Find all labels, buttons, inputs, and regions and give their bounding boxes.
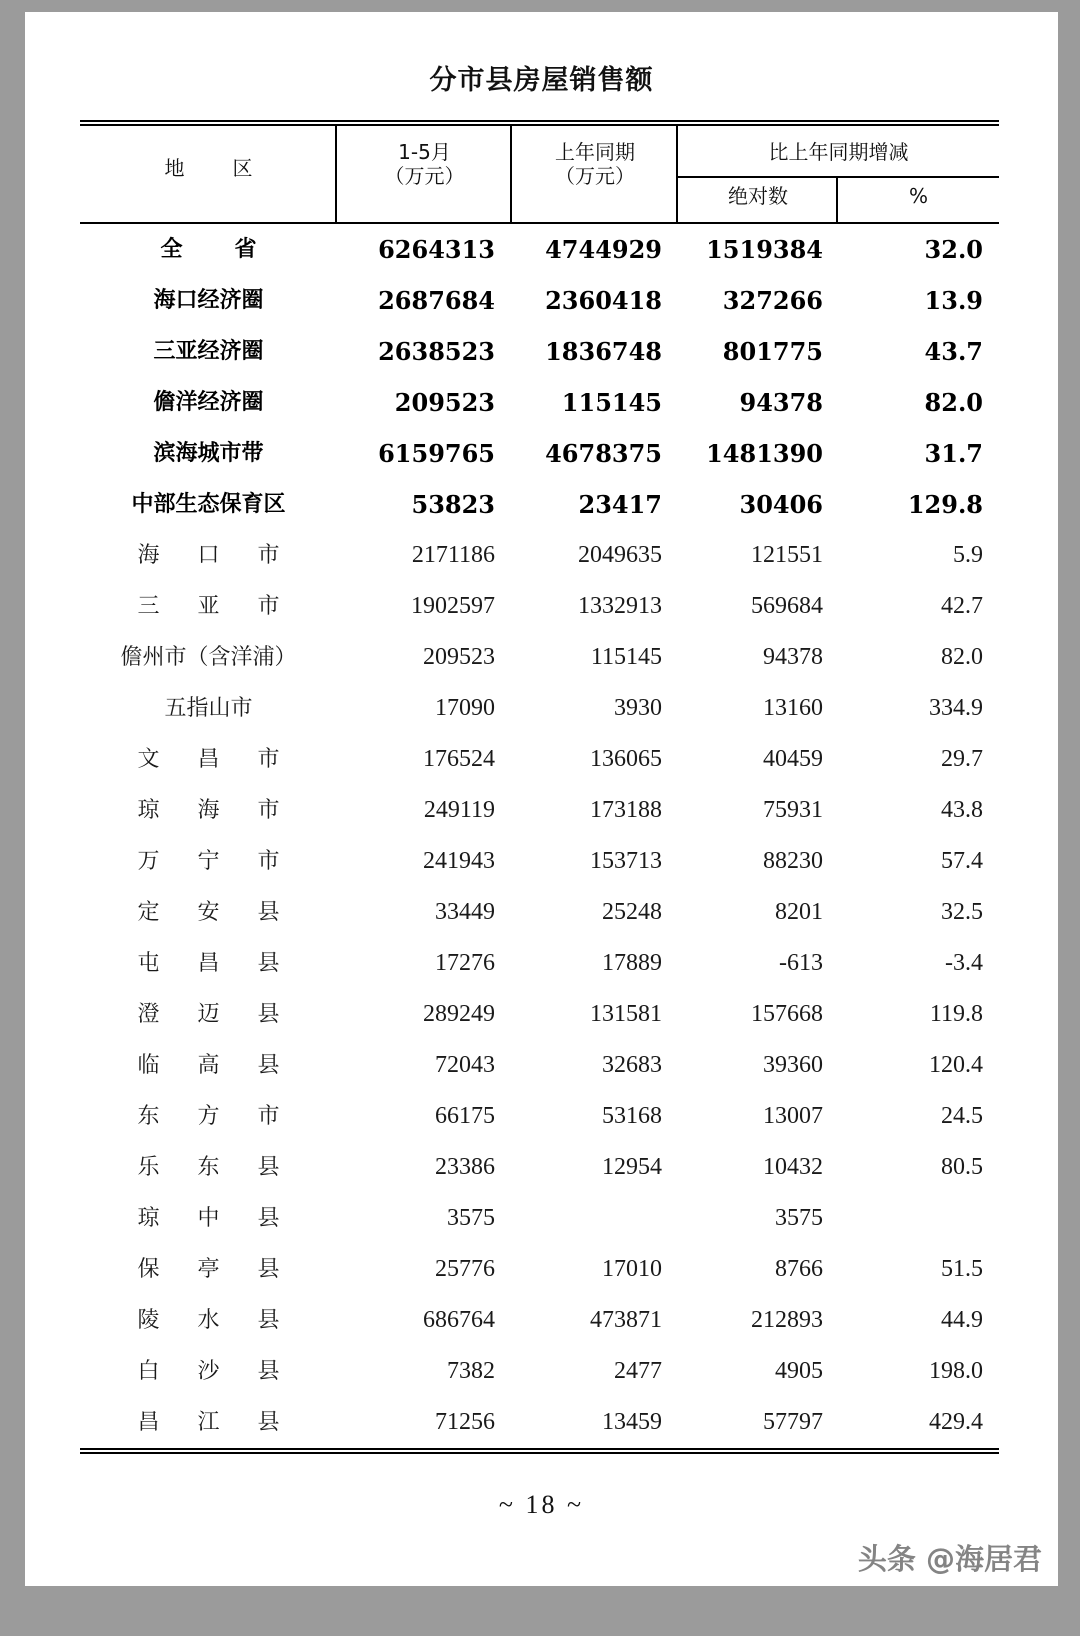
cell-current-period: 3575 <box>447 1205 495 1231</box>
cell-previous-period: 115145 <box>561 388 662 417</box>
watermark: 头条 @海居君 <box>857 1542 1042 1576</box>
cell-previous-period: 12954 <box>602 1154 662 1180</box>
cell-change-absolute: 13160 <box>763 695 823 721</box>
cell-current-period: 176524 <box>423 746 495 772</box>
cell-previous-period: 23417 <box>578 490 662 519</box>
cell-region: 陵 水 县 <box>137 1308 288 1333</box>
cell-change-absolute: 8201 <box>775 899 823 925</box>
cell-previous-period: 131581 <box>590 1001 662 1027</box>
table-row <box>80 224 999 275</box>
cell-change-percent: 57.4 <box>941 848 983 874</box>
cell-current-period: 6159765 <box>378 439 495 468</box>
cell-current-period: 33449 <box>435 899 495 925</box>
table-row <box>80 632 999 683</box>
column-header-change-group: 比上年同期增减 <box>768 140 909 164</box>
cell-change-percent: 24.5 <box>941 1103 983 1129</box>
cell-change-percent: -3.4 <box>945 950 983 976</box>
column-header-current-period-label: 1-5月 <box>398 140 451 164</box>
cell-current-period: 17090 <box>435 695 495 721</box>
table-row <box>80 326 999 377</box>
cell-previous-period: 136065 <box>590 746 662 772</box>
table-row <box>80 1040 999 1091</box>
header-subrule <box>676 176 999 178</box>
table-row <box>80 479 999 530</box>
cell-current-period: 209523 <box>423 644 495 670</box>
cell-previous-period: 153713 <box>590 848 662 874</box>
cell-current-period: 1902597 <box>411 593 495 619</box>
statistics-table <box>80 120 999 1454</box>
cell-change-percent: 120.4 <box>929 1052 983 1078</box>
document-page <box>25 12 1058 1586</box>
cell-change-absolute: 1481390 <box>706 439 823 468</box>
cell-change-absolute: 13007 <box>763 1103 823 1129</box>
cell-region: 定 安 县 <box>137 900 288 925</box>
cell-change-percent: 43.7 <box>924 337 983 366</box>
cell-change-absolute: 801775 <box>722 337 823 366</box>
cell-change-absolute: 40459 <box>763 746 823 772</box>
cell-region: 五指山市 <box>164 696 253 721</box>
cell-change-percent: 42.7 <box>941 593 983 619</box>
cell-previous-period: 2477 <box>614 1358 662 1384</box>
cell-current-period: 249119 <box>423 797 495 823</box>
cell-previous-period: 1332913 <box>578 593 662 619</box>
cell-current-period: 72043 <box>435 1052 495 1078</box>
cell-change-absolute: 157668 <box>751 1001 823 1027</box>
table-bottom-border <box>80 1448 999 1454</box>
table-row <box>80 887 999 938</box>
cell-change-percent: 32.5 <box>941 899 983 925</box>
cell-change-absolute: 3575 <box>775 1205 823 1231</box>
table-row <box>80 1193 999 1244</box>
cell-region: 琼 中 县 <box>137 1206 288 1231</box>
table-row <box>80 989 999 1040</box>
cell-current-period: 25776 <box>435 1256 495 1282</box>
cell-region: 临 高 县 <box>137 1053 288 1078</box>
cell-change-absolute: 8766 <box>775 1256 823 1282</box>
cell-region: 海口经济圈 <box>153 288 264 313</box>
table-row <box>80 275 999 326</box>
table-row <box>80 428 999 479</box>
cell-current-period: 2171186 <box>411 542 495 568</box>
cell-previous-period: 17889 <box>602 950 662 976</box>
cell-region: 滨海城市带 <box>153 441 264 466</box>
cell-change-percent: 198.0 <box>929 1358 983 1384</box>
cell-previous-period: 173188 <box>590 797 662 823</box>
cell-region: 儋州市（含洋浦） <box>120 645 297 670</box>
table-row <box>80 836 999 887</box>
cell-region: 昌 江 县 <box>137 1410 288 1435</box>
cell-previous-period: 32683 <box>602 1052 662 1078</box>
cell-change-percent: 5.9 <box>953 542 983 568</box>
table-row <box>80 581 999 632</box>
cell-change-absolute: 1519384 <box>706 235 823 264</box>
column-header-region: 地 区 <box>164 156 267 180</box>
page-title: 分市县房屋销售额 <box>429 65 654 96</box>
column-header-current-period <box>337 140 512 189</box>
cell-region: 澄 迈 县 <box>137 1002 288 1027</box>
cell-change-percent: 43.8 <box>941 797 983 823</box>
cell-region: 中部生态保育区 <box>131 492 286 517</box>
cell-change-percent: 44.9 <box>941 1307 983 1333</box>
cell-region: 文 昌 市 <box>137 747 288 772</box>
table-row <box>80 734 999 785</box>
cell-change-percent: 29.7 <box>941 746 983 772</box>
cell-change-percent: 429.4 <box>929 1409 983 1435</box>
cell-current-period: 53823 <box>411 490 495 519</box>
cell-region: 东 方 市 <box>137 1104 288 1129</box>
cell-change-absolute: 4905 <box>775 1358 823 1384</box>
cell-change-percent: 82.0 <box>924 388 983 417</box>
cell-change-percent: 51.5 <box>941 1256 983 1282</box>
page-number: ~ 18 ~ <box>498 1490 585 1519</box>
cell-region: 白 沙 县 <box>137 1359 288 1384</box>
cell-current-period: 289249 <box>423 1001 495 1027</box>
table-row <box>80 938 999 989</box>
cell-current-period: 71256 <box>435 1409 495 1435</box>
cell-previous-period: 4744929 <box>545 235 662 264</box>
cell-previous-period: 25248 <box>602 899 662 925</box>
cell-current-period: 23386 <box>435 1154 495 1180</box>
cell-change-absolute: 327266 <box>722 286 823 315</box>
cell-change-absolute: 212893 <box>751 1307 823 1333</box>
cell-change-percent: 334.9 <box>929 695 983 721</box>
cell-region: 三亚经济圈 <box>153 339 264 364</box>
cell-change-absolute: 39360 <box>763 1052 823 1078</box>
cell-change-absolute: 88230 <box>763 848 823 874</box>
cell-region: 三 亚 市 <box>137 594 288 619</box>
cell-change-percent: 31.7 <box>924 439 983 468</box>
column-header-current-period-unit: （万元） <box>384 164 465 189</box>
cell-previous-period: 17010 <box>602 1256 662 1282</box>
cell-region: 万 宁 市 <box>137 849 288 874</box>
column-header-change-percent: % <box>908 184 928 208</box>
cell-change-percent: 80.5 <box>941 1154 983 1180</box>
cell-change-percent: 82.0 <box>941 644 983 670</box>
cell-previous-period: 4678375 <box>545 439 662 468</box>
cell-change-absolute: 10432 <box>763 1154 823 1180</box>
cell-change-absolute: 569684 <box>751 593 823 619</box>
cell-region: 保 亭 县 <box>137 1257 288 1282</box>
column-header-previous-period-unit: （万元） <box>555 164 635 189</box>
cell-current-period: 6264313 <box>378 235 495 264</box>
cell-current-period: 7382 <box>447 1358 495 1384</box>
cell-previous-period: 1836748 <box>545 337 662 366</box>
cell-region: 屯 昌 县 <box>137 951 288 976</box>
cell-change-percent: 13.9 <box>924 286 983 315</box>
cell-previous-period: 53168 <box>602 1103 662 1129</box>
cell-previous-period: 3930 <box>614 695 662 721</box>
cell-region: 琼 海 市 <box>137 798 288 823</box>
table-row <box>80 1244 999 1295</box>
cell-change-absolute: 75931 <box>763 797 823 823</box>
table-row <box>80 1091 999 1142</box>
cell-current-period: 66175 <box>435 1103 495 1129</box>
table-row <box>80 785 999 836</box>
table-row <box>80 377 999 428</box>
table-row <box>80 1397 999 1448</box>
cell-previous-period: 473871 <box>590 1307 662 1333</box>
column-header-previous-period-label: 上年同期 <box>555 140 635 164</box>
cell-change-absolute: 30406 <box>739 490 823 519</box>
table-row <box>80 1295 999 1346</box>
cell-previous-period: 115145 <box>590 644 662 670</box>
cell-region: 全 省 <box>160 237 272 262</box>
cell-change-absolute: 121551 <box>751 542 823 568</box>
cell-current-period: 2687684 <box>378 286 495 315</box>
cell-previous-period: 2049635 <box>578 542 662 568</box>
cell-change-absolute: 94378 <box>739 388 823 417</box>
table-row <box>80 530 999 581</box>
cell-region: 乐 东 县 <box>137 1155 288 1180</box>
cell-previous-period: 2360418 <box>545 286 662 315</box>
cell-change-absolute: 57797 <box>763 1409 823 1435</box>
column-header-change-absolute: 绝对数 <box>728 184 788 208</box>
column-header-previous-period <box>512 140 678 189</box>
cell-change-percent: 32.0 <box>924 235 983 264</box>
cell-change-absolute: -613 <box>779 950 823 976</box>
cell-change-percent: 129.8 <box>907 490 983 519</box>
cell-current-period: 209523 <box>394 388 495 417</box>
cell-current-period: 686764 <box>423 1307 495 1333</box>
table-row <box>80 1142 999 1193</box>
cell-region: 儋洋经济圈 <box>153 390 264 415</box>
table-row <box>80 683 999 734</box>
cell-current-period: 241943 <box>423 848 495 874</box>
cell-change-absolute: 94378 <box>763 644 823 670</box>
cell-previous-period: 13459 <box>602 1409 662 1435</box>
cell-region: 海 口 市 <box>137 543 288 568</box>
table-row <box>80 1346 999 1397</box>
cell-current-period: 2638523 <box>378 337 495 366</box>
table-header <box>80 126 999 222</box>
table-body <box>80 224 999 1448</box>
cell-change-percent: 119.8 <box>929 1001 983 1027</box>
cell-current-period: 17276 <box>435 950 495 976</box>
